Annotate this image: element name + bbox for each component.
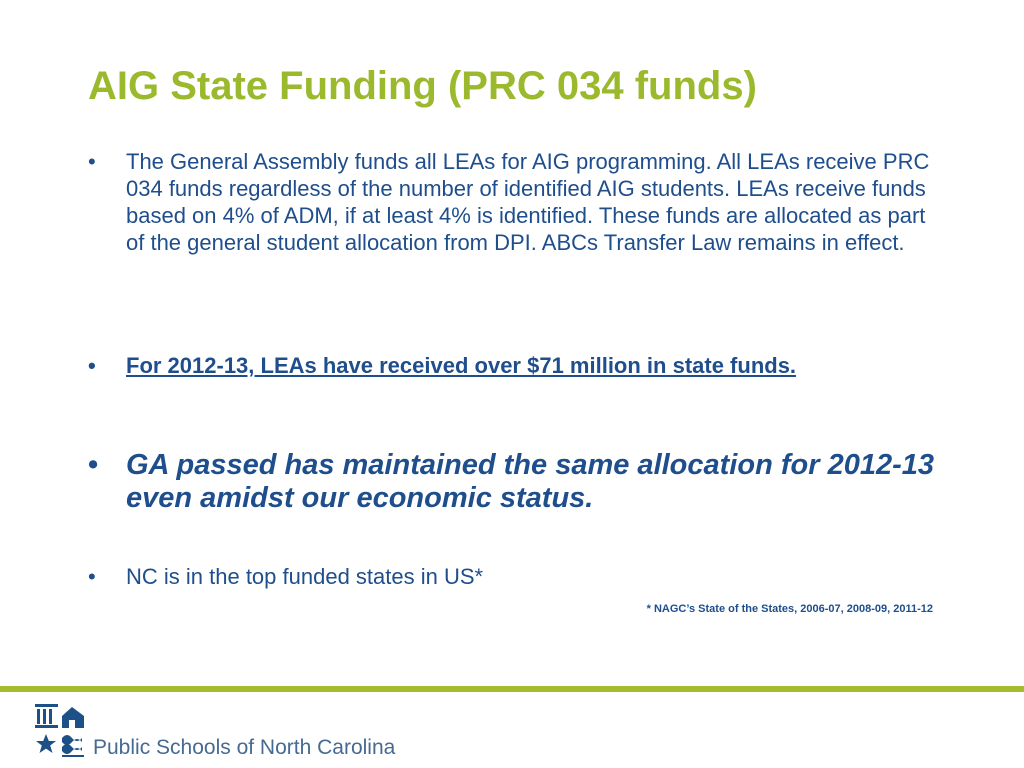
bullet-text: The General Assembly funds all LEAs for AIG programming. All LEAs receive PRC 034 funds regardless of the number of identified AIG students. LEAs receive funds based on 4% of ADM, if at least 4% is identified. These funds are allocated as part of the general student allocation from DPI. ABCs Transfer Law remains in effect.	[126, 149, 930, 255]
bullet-marker: •	[88, 149, 96, 174]
footnote: * NAGC’s State of the States, 2006-07, 2008-09, 2011-12	[646, 603, 933, 615]
bullet-item-ga-allocation	[88, 449, 938, 515]
bullet-text: NC is in the top funded states in US*	[126, 564, 484, 589]
slide-title: AIG State Funding (PRC 034 funds)	[88, 64, 757, 108]
public-schools-nc-logo-icon	[34, 704, 88, 765]
bullet-item-funding-amount	[88, 353, 938, 379]
org-name: Public Schools of North Carolina	[93, 736, 396, 759]
bullet-text: GA passed has maintained the same allocation for 2012-13 even amidst our economic status.	[126, 449, 934, 514]
bullet-item-general-assembly	[88, 148, 938, 256]
bullet-marker: •	[88, 564, 96, 589]
bullet-marker: •	[88, 353, 96, 378]
bullet-item-top-funded	[88, 563, 938, 590]
bullet-marker: •	[88, 449, 99, 481]
bullet-text: For 2012-13, LEAs have received over $71 million in state funds.	[126, 353, 797, 378]
footer-divider	[0, 686, 1024, 692]
